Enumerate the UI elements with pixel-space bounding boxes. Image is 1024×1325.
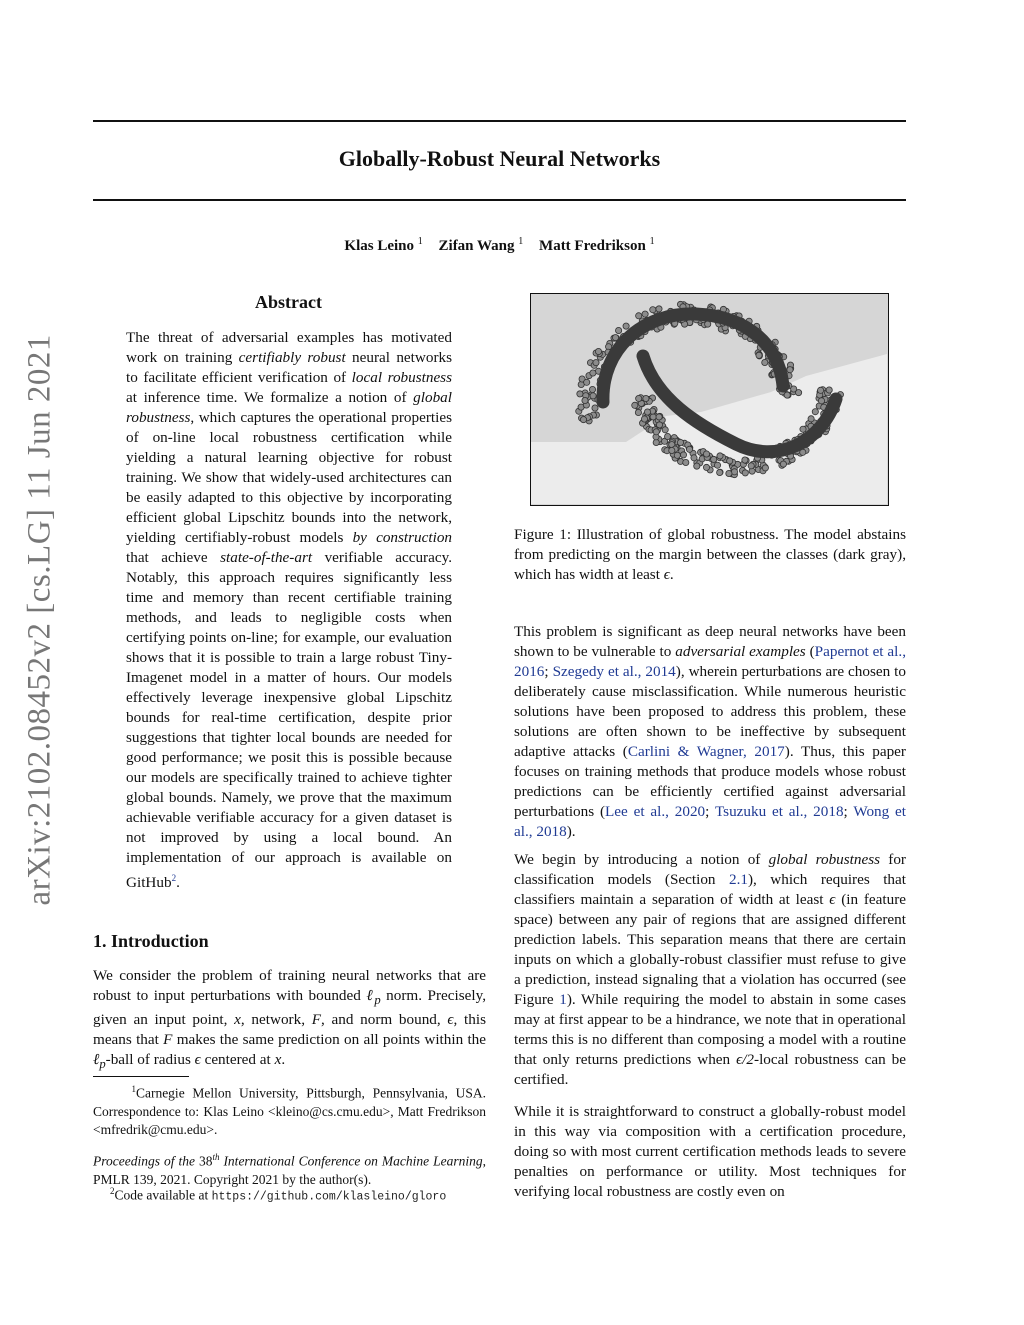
sample-point [635,409,641,415]
footnote-code: $^2$Code available at https://github.com/klasleino/gloro [110,1186,447,1204]
sample-point [643,395,649,401]
citation-papernot[interactable]: Papernot et al., 2016 [514,643,906,680]
sample-point [632,402,638,408]
citation-szegedy[interactable]: Szegedy et al., 2014 [552,663,676,680]
sample-point [642,311,648,317]
sample-point [683,459,689,465]
sample-point [818,387,824,393]
proceedings-note: Proceedings of the 38th International Conference on Machine Learning, PMLR 139, 2021. Copyright 2021 by the author(s). [93,1152,486,1187]
sample-point [623,323,629,329]
sample-point [800,426,806,432]
citation-carlini[interactable]: Carlini & Wagner, 2017 [627,743,785,760]
sample-point [691,455,697,461]
footnote-affiliation: $^1$Carnegie Mellon University, Pittsburgh, Pennsylvania, USA. Correspondence to: Klas Leino <kleino@cs.cmu.edu>, Matt Fredrikson <mfredrik@cmu.edu>. [93,1084,486,1137]
sample-point [653,429,659,435]
sample-point [762,465,768,471]
two-moons-plot [531,294,887,504]
title-rule-top [93,120,906,122]
abstract-text: The threat of adversarial examples has motivated work on training certifiably robust neural networks to facilitate efficient verification of local robustness at inference time. We formalize a notion of global robustness, which captures the operational properties of on-line local robustness certification while yielding a natural learning objective for robust training. We show that widely-used architectures can be easily adapted to this objective by incorporating efficient global Lipschitz bounds into the network, yielding certifiably-robust models by construction that achieve state-of-the-art verifiable accuracy. Notably, this approach requires significantly less time and memory than recent certifiable training methods, and leads to negligible costs when certifying points on-line; for example, our evaluation shows that it is possible to train a large robust Tiny-Imagenet model in a matter of hours. Our models effectively leverage inexpensive global Lipschitz bounds for real-time certification, despite prior suggestions that tighter local bounds are needed for good performance; we posit this is possible because our models are specifically trained to achieve tighter global bounds. Namely, we prove that the maximum achievable verifiable accuracy for a given dataset is not improved by using a local bound. An implementation of our approach is available on GitHub$^2$. [126,329,453,892]
arxiv-identifier: arXiv:2102.08452v2 [cs.LG] 11 Jun 2021 [21,334,58,906]
section-heading-introduction: 1. Introduction [93,931,209,951]
sample-point [662,427,668,433]
sample-point [669,447,675,453]
section-link-2-1[interactable]: 2.1 [728,871,748,888]
title-rule-bottom [93,199,906,201]
abstract-heading: Abstract [255,292,322,312]
sample-point [590,370,596,376]
sample-point [650,307,656,313]
sample-point [711,456,717,462]
author-list [93,236,906,255]
intro-paragraph: We consider the problem of training neural networks that are robust to input perturbations with bounded ℓ$_p$ norm. Precisely, given an input point, x, network, F, and norm bound, ϵ, this means that F makes the same prediction on all points within the ℓ$_p$-ball of radius ϵ centered at x. [93,967,487,1072]
author-3: Matt Fredrikson $^1$ [539,236,655,254]
sample-point [582,397,588,403]
sample-point [812,409,818,415]
sample-point [636,395,642,401]
sample-point [644,409,650,415]
citation-lee[interactable]: Lee et al., 2020 [605,803,706,820]
sample-point [686,446,692,452]
sample-point [616,327,622,333]
sample-point [787,367,793,373]
sample-point [727,458,733,464]
citation-wong[interactable]: Wong et al., 2018 [514,803,907,840]
sample-point [656,414,662,420]
sample-point [796,390,802,396]
sample-point [694,463,700,469]
paper-title: Globally-Robust Neural Networks [338,146,661,171]
footnote-ref-2[interactable]: 2 [171,873,177,883]
sample-point [590,393,596,399]
sample-point [742,470,748,476]
sample-point [742,457,748,463]
author-1: Klas Leino $^1$ [344,236,423,254]
figure-1-caption: Figure 1: Illustration of global robustness. The model abstains from predicting on the margin between the classes (dark gray), which has width at least ϵ. [514,526,906,583]
sample-point [677,439,683,445]
sample-point [703,451,709,457]
sample-point [577,391,583,397]
paragraph-vulnerability: This problem is significant as deep neural networks have been shown to be vulnerable to adversarial examples (Papernot et al., 2016; Szegedy et al., 2014), wherein perturbations are chosen to deliberately cause misclassification. While numerous heuristic solutions have been proposed to address this problem, these solutions are often shown to be ineffective by subsequent adaptive attacks (Carlini & Wagner, 2017). Thus, this paper focuses on training methods that produce models whose robust predictions can be efficiently certified against adversarial perturbations (Lee et al., 2020; Tsuzuku et al., 2018; Wong et al., 2018). [514,623,907,840]
sample-point [593,360,599,366]
sample-point [818,398,824,404]
sample-point [784,392,790,398]
paragraph-composition: While it is straightforward to construct a globally-robust model in this way via composition with a certification procedure, doing so with most current certification methods leads to severe penalties on performance or utility. Most techniques for verifying local robustness are costly even on [514,1103,906,1200]
citation-tsuzuku[interactable]: Tsuzuku et al., 2018 [714,803,844,820]
sample-point [748,463,754,469]
sample-point [780,461,786,467]
margin-band-upper [603,314,783,402]
sample-point [580,417,586,423]
paragraph-global-robustness: We begin by introducing a notion of global robustness for classification models (Section 2.1), which requires that classifiers maintain a separation of width at least ϵ (in feature space) between any pair of regions that are assigned different prediction labels. This separation means that there are certain inputs on which a globally-robust classifier must refuse to give a prediction, instead signaling that a violation has occurred (see Figure 1). While requiring the model to abstain in some cases may at first appear to be a hindrance, we note that in operational terms this is no different than composing a model with a routine that only returns predictions when ϵ/2-local robustness can be certified. [514,851,907,1088]
sample-point [650,414,656,420]
sample-point [595,348,601,354]
sample-point [584,379,590,385]
github-link[interactable]: https://github.com/klasleino/gloro [211,1190,447,1204]
sample-point [653,439,659,445]
sample-point [641,416,647,422]
sample-point [717,453,723,459]
sample-point [665,433,671,439]
sample-point [826,387,832,393]
sample-point [592,405,598,411]
sample-point [808,416,814,422]
figure-1-illustration [530,293,889,506]
sample-point [762,359,768,365]
sample-point [756,352,762,358]
sample-point [656,306,662,312]
sample-point [717,469,723,475]
sample-point [703,464,709,470]
footnote-rule [93,1076,189,1077]
sample-point [589,386,595,392]
sample-point [680,452,686,458]
figure-link-1[interactable]: 1 [559,991,567,1008]
sample-point [726,470,732,476]
sample-point [674,452,680,458]
author-2: Zifan Wang $^1$ [438,236,524,254]
sample-point [714,462,720,468]
sample-point [705,321,711,327]
